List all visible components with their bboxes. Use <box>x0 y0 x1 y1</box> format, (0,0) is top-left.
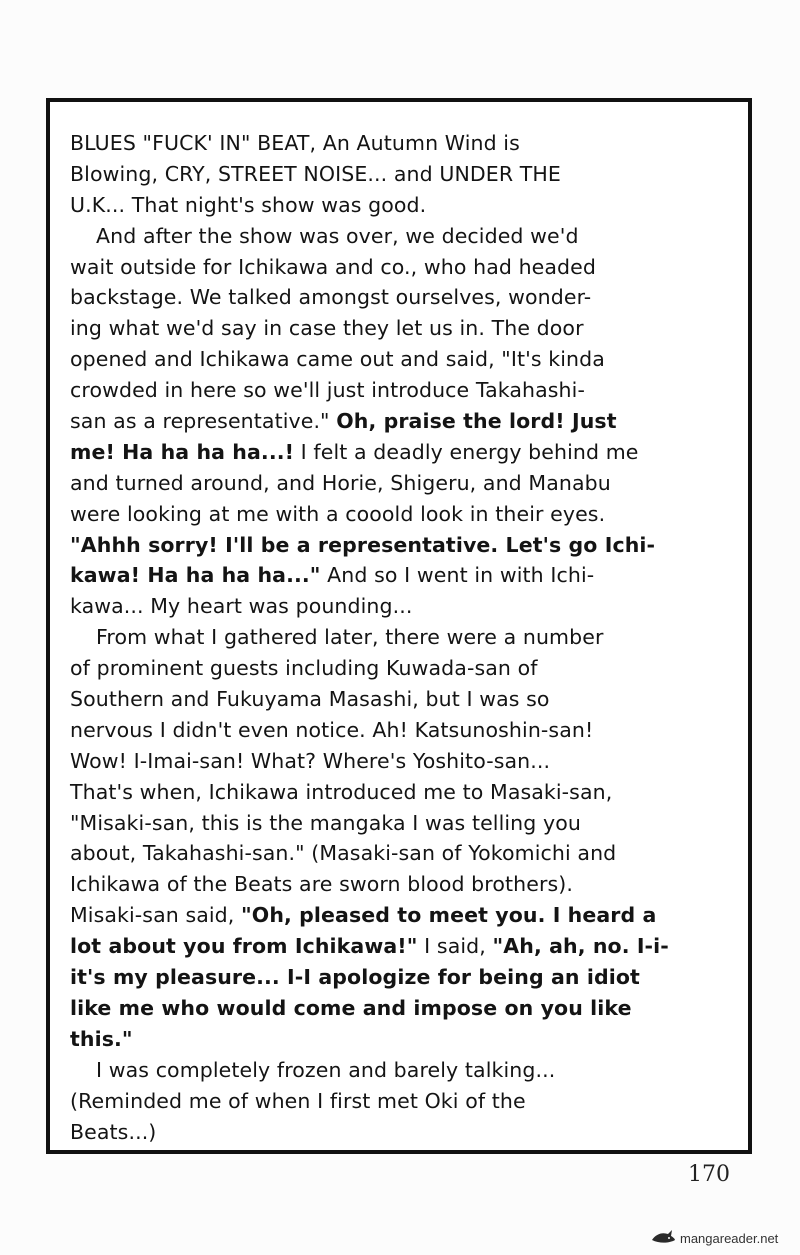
body-text: And after the show was over, we decided we'd <box>96 223 579 248</box>
body-text: ing what we'd say in case they let us in. The door <box>70 316 584 341</box>
body-text: and turned around, and Horie, Shigeru, and Manabu <box>70 470 611 495</box>
text-line <box>70 252 738 283</box>
body-text: Ichikawa of the Beats are sworn blood brothers). <box>70 872 573 897</box>
text-line <box>70 684 738 715</box>
body-text: of prominent guests including Kuwada-san of <box>70 656 538 681</box>
text-line <box>70 282 738 313</box>
text-line <box>70 715 738 746</box>
body-text: BLUES "FUCK' IN" BEAT, An Autumn Wind is <box>70 131 520 155</box>
text-line <box>70 869 738 900</box>
body-text: san as a representative." <box>70 409 337 434</box>
text-line <box>70 838 738 869</box>
bold-text: it's my pleasure... I-I apologize for being an idiot <box>70 965 640 990</box>
text-line <box>70 437 738 468</box>
text-line <box>70 221 738 252</box>
body-text: U.K... That night's show was good. <box>70 192 427 217</box>
text-line <box>70 900 738 931</box>
body-text: And so I went in with Ichi- <box>320 563 595 588</box>
bold-text: me! Ha ha ha ha...! <box>70 439 295 464</box>
text-line <box>70 560 738 591</box>
text-line <box>70 746 738 777</box>
text-line <box>70 190 738 221</box>
body-text: (Reminded me of when I first met Oki of the <box>70 1088 526 1113</box>
bold-text: kawa! Ha ha ha ha..." <box>70 563 321 588</box>
text-line <box>70 622 738 653</box>
body-text: From what I gathered later, there were a number <box>96 625 604 650</box>
body-text: kawa... My heart was pounding... <box>70 594 413 619</box>
body-text: backstage. We talked amongst ourselves, wonder- <box>70 285 592 310</box>
body-text: That's when, Ichikawa introduced me to Masaki-san, <box>70 779 613 804</box>
text-line <box>70 159 738 190</box>
text-line <box>70 530 738 561</box>
text-line <box>70 313 738 344</box>
text-panel <box>46 98 752 1154</box>
text-line <box>70 591 738 622</box>
text-line <box>70 468 738 499</box>
body-text: nervous I didn't even notice. Ah! Katsunoshin-san! <box>70 717 594 742</box>
text-line <box>70 777 738 808</box>
text-line <box>70 1086 738 1117</box>
text-line <box>70 406 738 437</box>
body-text: I said, <box>417 934 493 959</box>
text-line <box>70 375 738 406</box>
bold-text: like me who would come and impose on you like <box>70 995 632 1020</box>
text-line <box>70 1055 738 1086</box>
text-line <box>70 808 738 839</box>
body-text: Southern and Fukuyama Masashi, but I was so <box>70 687 550 712</box>
text-line <box>70 1117 738 1148</box>
body-text: were looking at me with a cooold look in their eyes. <box>70 501 606 526</box>
bold-text: lot about you from Ichikawa!" <box>70 934 418 959</box>
bold-text: Oh, praise the lord! Just <box>336 409 617 434</box>
body-text: opened and Ichikawa came out and said, "It's kinda <box>70 347 605 372</box>
bold-text: "Ahhh sorry! I'll be a representative. Let's go Ichi- <box>70 532 656 557</box>
shark-logo-icon <box>650 1228 676 1248</box>
body-text: Misaki-san said, <box>70 903 242 928</box>
body-text: Blowing, CRY, STREET NOISE... and UNDER THE <box>70 161 561 186</box>
bold-text: this." <box>70 1026 133 1051</box>
body-text: about, Takahashi-san." (Masaki-san of Yokomichi and <box>70 841 617 866</box>
page-number: 170 <box>688 1162 730 1187</box>
body-text: "Misaki-san, this is the mangaka I was telling you <box>70 810 581 835</box>
text-line <box>70 653 738 684</box>
text-line <box>70 962 738 993</box>
bold-text: "Ah, ah, no. I-i- <box>492 934 669 959</box>
watermark-text: mangareader.net <box>680 1230 779 1246</box>
body-text: wait outside for Ichikawa and co., who had headed <box>70 254 596 279</box>
watermark <box>650 1228 778 1248</box>
story-text <box>70 128 738 1147</box>
text-line <box>70 931 738 962</box>
body-text: Beats...) <box>70 1119 157 1144</box>
text-line <box>70 499 738 530</box>
text-line <box>70 344 738 375</box>
body-text: I was completely frozen and barely talking... <box>96 1057 556 1082</box>
body-text: I felt a deadly energy behind me <box>294 439 639 464</box>
text-line <box>70 128 738 159</box>
text-line <box>70 1024 738 1055</box>
text-line <box>70 993 738 1024</box>
bold-text: "Oh, pleased to meet you. I heard a <box>241 903 657 928</box>
body-text: Wow! I-Imai-san! What? Where's Yoshito-san... <box>70 748 551 773</box>
body-text: crowded in here so we'll just introduce Takahashi- <box>70 378 585 403</box>
